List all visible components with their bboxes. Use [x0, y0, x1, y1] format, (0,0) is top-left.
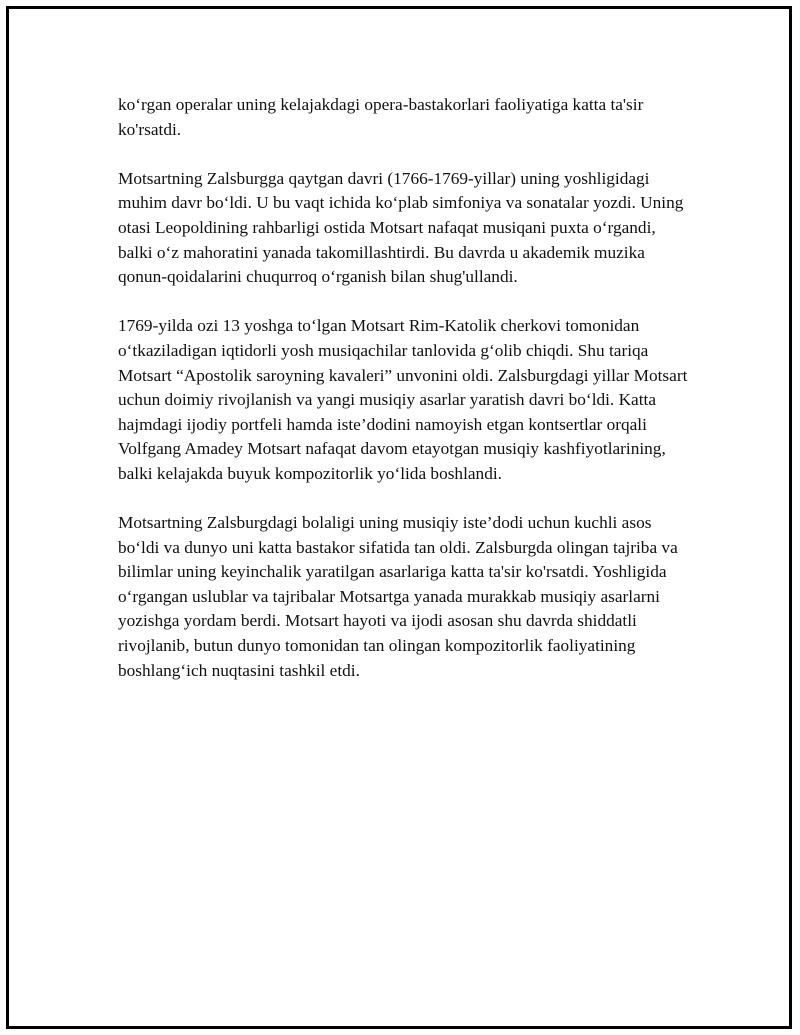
paragraph: Motsartning Zalsburgdagi bolaligi uning musiqiy iste’dodi uchun kuchli asos bo‘ldi va dunyo uni katta bastakor sifatida tan oldi. Zalsburgda olingan tajriba va bilimlar uning keyinchalik yaratilgan asarlariga katta ta'sir ko'rsatdi. Yoshligida o‘rgangan uslublar va tajribalar Motsartga yanada murakkab musiqiy asarlarni yozishga yordam berdi. Motsart hayoti va ijodi asosan shu davrda shiddatli rivojlanib, butun dunyo tomonidan tan olingan kompozitorlik faoliyatining boshlang‘ich nuqtasini tashkil etdi.	[118, 513, 678, 680]
paragraph: 1769-yilda ozi 13 yoshga to‘lgan Motsart Rim-Katolik cherkovi tomonidan o‘tkaziladigan iqtidorli yosh musiqachilar tanlovida g‘olib chiqdi. Shu tariqa Motsart “Apostolik saroyning kavaleri” unvonini oldi. Zalsburgdagi yillar Motsart uchun doimiy rivojlanish va yangi musiqiy asarlar yaratish davri bo‘ldi. Katta hajmdagi ijodiy portfeli hamda iste’dodini namoyish etgan kontsertlar orqali Volfgang Amadey Motsart nafaqat davom etayotgan musiqiy kashfiyotlarining, balki kelajakda buyuk kompozitorlik yo‘lida boshlandi.	[118, 316, 688, 483]
document-body	[118, 93, 693, 708]
paragraph: Motsartning Zalsburgga qaytgan davri (1766-1769-yillar) uning yoshligidagi muhim davr bo‘ldi. U bu vaqt ichida ko‘plab simfoniya va sonatalar yozdi. Uning otasi Leopoldining rahbarligi ostida Motsart nafaqat musiqani puxta o‘rgandi, balki o‘z mahoratini yanada takomillashtirdi. Bu davrda u akademik muzika qonun-qoidalarini chuqurroq o‘rganish bilan shug'ullandi.	[118, 168, 684, 287]
paragraph: ko‘rgan operalar uning kelajakdagi opera-bastakorlari faoliyatiga katta ta'sir ko'rsatdi.	[118, 95, 644, 139]
